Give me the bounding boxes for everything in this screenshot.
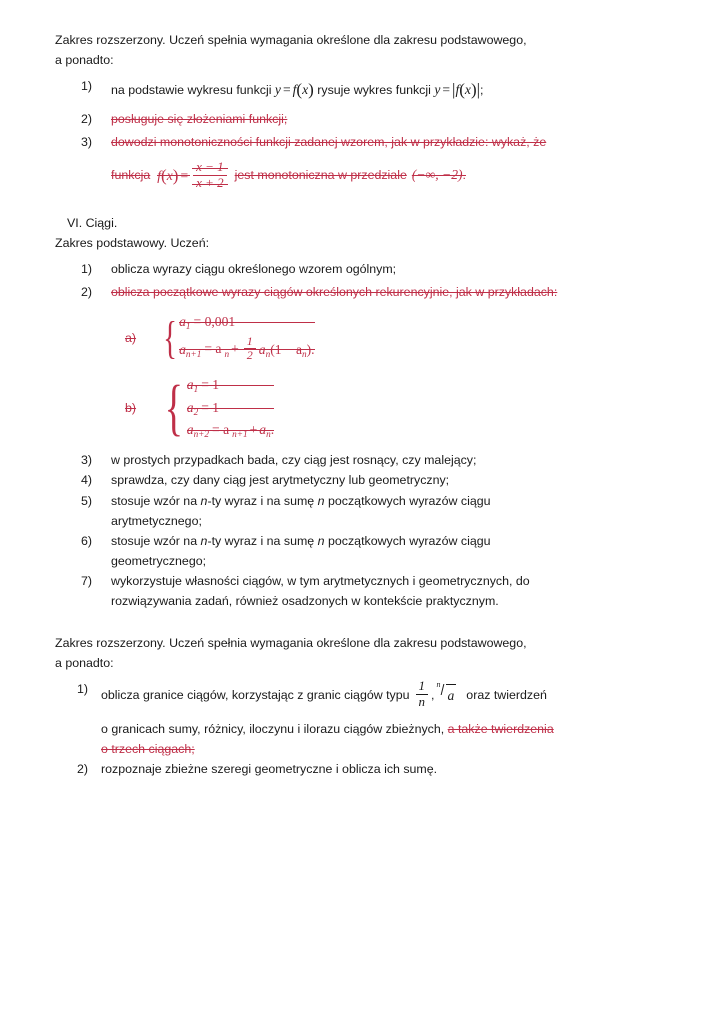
extended-scope-2-intro-line1: Zakres rozszerzony. Uczeń spełnia wymagania określone dla zakresu podstawowego, [55,636,527,651]
item1-line2-kept: o granicach sumy, różnicy, iloczynu i ilorazu ciągów zbieżnych, [101,722,445,737]
list-item-text [111,491,678,531]
fraction-one-half: $\frac{1}{2}$ [244,335,256,364]
radical-index: n [436,679,441,689]
radical-body: a [446,684,457,707]
list-marker: 4) [81,473,93,488]
equation-b1: $a_1 = 1$ [187,375,274,395]
fraction-numerator: 1 [418,678,426,694]
section-vi-subheading: Zakres podstawowy. Uczeń: [55,235,210,250]
list-item [55,571,678,611]
item7-line2: rozwiązywania zadań, również osadzonych w kontekście praktycznym. [111,593,499,608]
section-vi-list-continued [55,450,678,611]
item1-text-middle: rysuje wykres funkcji [317,83,431,98]
formula-f-of-x-equals: f(x) = [157,162,190,190]
list-item-text: oblicza wyrazy ciągu określonego wzorem ogólnym; [111,261,397,276]
list-item [55,259,678,279]
list-marker: 1) [77,682,89,697]
item5-line2: arytmetycznego; [111,513,202,528]
list-marker: 3) [81,134,93,149]
list-item-text [101,679,678,759]
item3-deleted-line2-c: . [462,168,466,183]
example-label-a: a) [125,330,137,345]
item1-text-before: na podstawie wykresu funkcji [111,83,272,98]
recursive-example-b [55,375,678,440]
extended-scope-list-1 [55,76,678,191]
list-item [55,470,678,490]
list-item-text-deleted [111,132,678,191]
extended-scope-intro-line2: a ponadto: [55,53,114,68]
list-item [55,132,678,191]
fraction-numerator: x − 1 [193,160,227,175]
equation-b2: $a_2 = 1$ [187,398,274,418]
list-item-text: w prostych przypadkach bada, czy ciąg jest rosnący, czy malejący; [111,453,477,468]
list-marker: 2) [77,762,89,777]
fraction-denominator: x + 2 [193,175,227,191]
list-marker: 2) [81,285,93,300]
extended-scope-intro-line1: Zakres rozszerzony. Uczeń spełnia wymagania określone dla zakresu podstawowego, [55,33,527,47]
nth-root-of-a [436,679,460,707]
item1-line2 [101,719,678,739]
list-marker: 1) [81,79,93,94]
interval-negative-infinity-to-minus-2: (−∞, −2) [411,167,463,183]
item3-deleted-line1: dowodzi monotoniczności funkcji zadanej wzorem, jak w przykładzie: wykaż, że [111,134,547,149]
equation-group-b [187,375,274,440]
list-item-text-deleted: oblicza początkowe wyrazy ciągów określonych rekurencyjnie, jak w przykładach: [111,285,558,300]
list-item [55,759,678,779]
equation-a1: $a_1 = 0,001$ [179,312,314,332]
formula-y-equals-f-x: y = f(x) [274,80,314,100]
left-brace-icon: { [163,311,177,363]
formula-y-equals-abs-f-x: y = |f(x)| [434,80,481,100]
list-marker: 1) [81,261,93,276]
equation-b-recursive: $a_{n+2} = a$ $_{n+1} + a_n$. [186,421,275,439]
list-marker: 2) [81,111,93,126]
equation-group-a [179,312,314,363]
list-item [55,450,678,470]
list-item-text [111,571,678,611]
list-item [55,109,678,129]
item1-text-after: ; [480,83,484,98]
item3-deleted-line2-a: funkcja [111,168,151,183]
list-marker: 5) [81,493,93,508]
list-item-text [111,531,678,571]
list-item-text-deleted: posługuje się złożeniami funkcji; [111,111,288,126]
list-item [55,76,678,104]
item3-deleted-line2-b: jest monotoniczna w przedziale [234,168,407,183]
list-item-text: sprawdza, czy dany ciąg jest arytmetyczny lub geometryczny; [111,473,450,488]
equation-a-recursive: $a_{n+1} = a$ $_n$ + $\frac{1}{2}$ $a_n(1 - a_n)$. [179,333,315,363]
item1-line2-deleted: a także twierdzenia [447,722,554,737]
list-marker: 7) [81,573,93,588]
list-item [55,282,678,302]
list-item [55,679,678,759]
item5-line1: stosuje wzór na n-ty wyraz i na sumę n początkowych wyrazów ciągu [111,493,491,508]
example-label-b: b) [125,400,137,415]
item7-line1: wykorzystuje własności ciągów, w tym arytmetycznych i geometrycznych, do [111,573,530,588]
item6-line1: stosuje wzór na n-ty wyraz i na sumę n początkowych wyrazów ciągu [111,533,491,548]
fraction-x-minus-1-over-x-plus-2 [193,160,227,191]
fraction-denominator: n [416,694,429,710]
list-item [55,531,678,571]
recursive-example-a [55,312,678,363]
section-vi-heading: VI. Ciągi. [67,215,118,230]
extended-scope-2-intro-line2: a ponadto: [55,656,114,671]
list-item-text [111,76,678,104]
list-item-text: rozpoznaje zbieżne szeregi geometryczne i oblicza ich sumę. [101,762,438,777]
list-marker: 3) [81,453,93,468]
section-vi-list [55,259,678,302]
list-marker: 6) [81,533,93,548]
left-brace-icon: { [164,373,184,442]
comma-separator: , [431,687,435,702]
item6-line2: geometrycznego; [111,553,207,568]
item1-line3-deleted: o trzech ciągach; [101,742,195,757]
item1-line1-a: oblicza granice ciągów, korzystając z granic ciągów typu [101,687,410,702]
extended-scope-list-2 [55,679,678,779]
list-item [55,491,678,531]
fraction-one-over-n [416,679,429,710]
item1-line1-b: oraz twierdzeń [466,687,547,702]
